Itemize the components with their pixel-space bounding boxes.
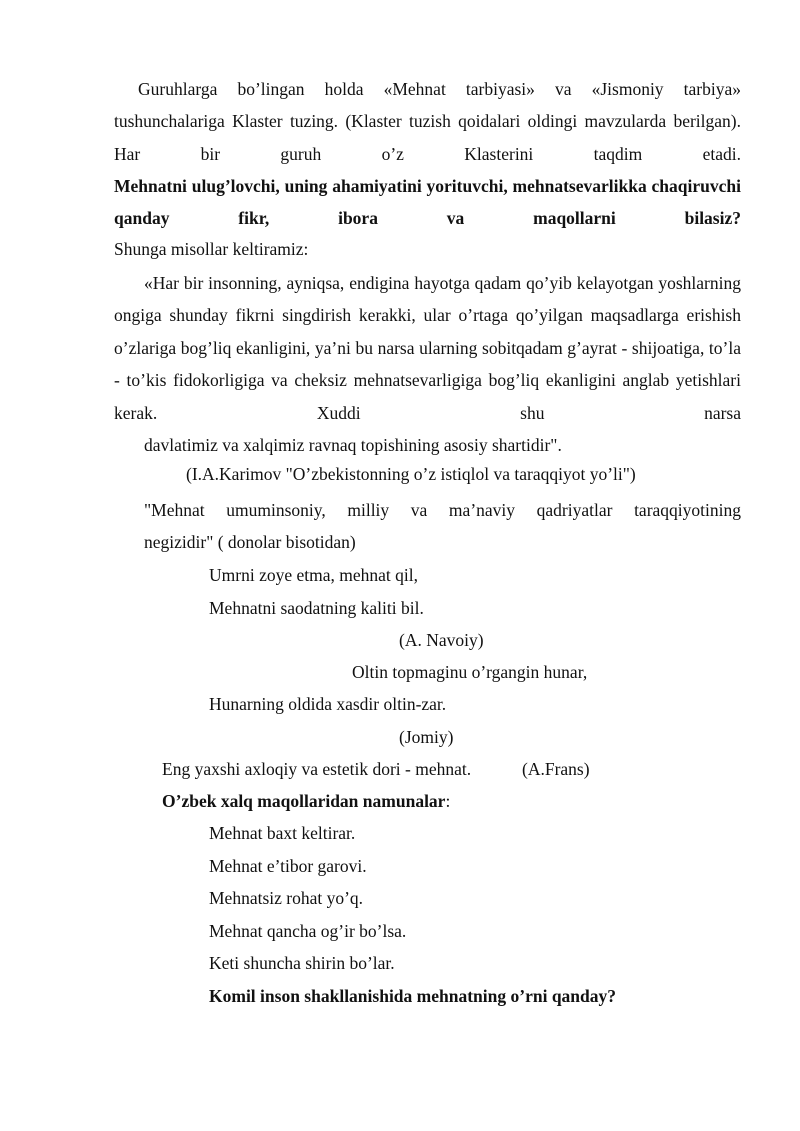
proverbs-heading-text: O’zbek xalq maqollaridan namunalar [162, 791, 446, 811]
question-mehnat-sayings-text: Mehnatni ulug’lovchi, uning ahamiyatini yorituvchi, mehnatsevarlikka chaqiruvchi qanday fikr, ibora va maqollarni bilasiz? [114, 176, 741, 229]
navoiy-author: (A. Navoiy) [399, 630, 484, 650]
frans-author: (A.Frans) [522, 759, 590, 779]
proverb-item: Mehnat qancha og’ir bo’lsa. [209, 921, 407, 941]
donolar-quote-last-line: negizidir" ( donolar bisotidan) [144, 532, 356, 553]
proverb-item: Keti shuncha shirin bo’lar. [209, 953, 395, 973]
jomiy-author: (Jomiy) [399, 727, 454, 747]
karimov-quote-text: «Har bir insonning, ayniqsa, endigina hayotga qadam qo’yib kelayotgan yoshlarning ongiga shunday fikrni singdirish kerakki, ular o’rtaga qo’yilgan maqsadlarga erishish o’zlariga bog’liq ekanligini, ya’ni bu narsa ularning sobitqadam g’ayrat - shijoatiga, to’la - to’kis fidokorligiga va cheksiz mehnatsevarligiga bog’liq ekanligini anglab yetishlari kerak. Xuddi shu narsa [114, 273, 741, 423]
karimov-quote-last-line: davlatimiz va xalqimiz ravnaq topishining asosiy shartidir". [144, 435, 562, 456]
karimov-quote-source: (I.A.Karimov "O’zbekistonning o’z istiqlol va taraqqiyot yo’li") [186, 464, 636, 484]
navoiy-verse-line-1: Umrni zoye etma, mehnat qil, [209, 565, 418, 585]
donolar-quote [114, 494, 741, 559]
paragraph-cluster-task-text: Guruhlarga bo’lingan holda «Mehnat tarbiyasi» va «Jismoniy tarbiya» tushunchalariga Klaster tuzing. (Klaster tuzish qoidalari oldingi mavzularda berilgan). Har bir guruh o’z Klasterini taqdim etadi. [114, 79, 741, 164]
jomiy-verse-line-1: Oltin topmaginu o’rgangin hunar, [352, 662, 588, 682]
proverb-item: Mehnatsiz rohat yo’q. [209, 888, 364, 908]
proverb-item: Mehnat e’tibor garovi. [209, 856, 367, 876]
paragraph-cluster-task [114, 73, 741, 170]
question-komil-inson: Komil inson shakllanishida mehnatning o’rni qanday? [209, 986, 617, 1006]
proverb-item: Mehnat baxt keltirar. [209, 823, 356, 843]
examples-intro: Shunga misollar keltiramiz: [114, 239, 309, 259]
navoiy-verse-line-2: Mehnatni saodatning kaliti bil. [209, 598, 424, 618]
frans-quote: Eng yaxshi axloqiy va estetik dori - mehnat. [162, 759, 472, 779]
proverbs-heading-colon: : [445, 791, 451, 811]
donolar-quote-text: "Mehnat umuminsoniy, milliy va ma’naviy qadriyatlar taraqqiyotining [144, 500, 741, 520]
question-mehnat-sayings [114, 170, 741, 235]
jomiy-verse-line-2: Hunarning oldida xasdir oltin-zar. [209, 694, 447, 714]
karimov-quote [114, 267, 741, 461]
proverbs-heading [162, 789, 450, 813]
